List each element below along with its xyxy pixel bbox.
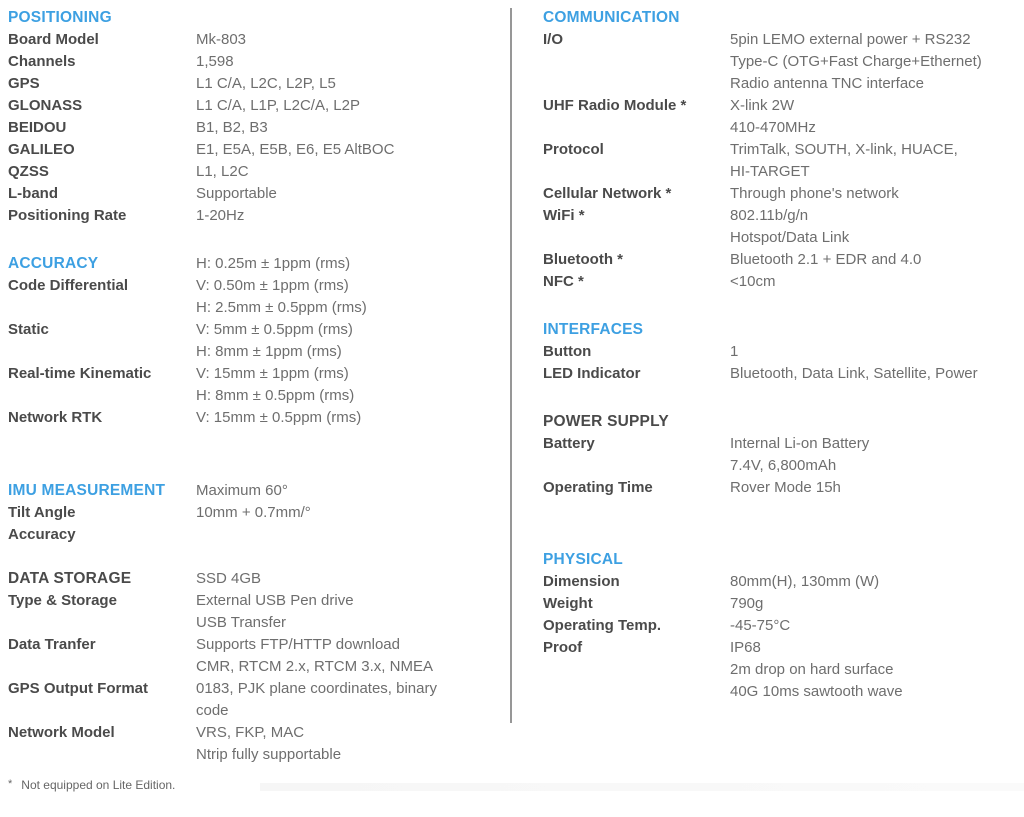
section-heading: INTERFACES [543, 321, 644, 338]
spec-value [730, 7, 1020, 29]
spec-label: Button [543, 343, 592, 360]
spec-value: HI-TARGET [730, 163, 810, 180]
spec-value: Maximum 60° [196, 482, 288, 499]
spec-label: Operating Time [543, 479, 653, 496]
spec-value: H: 8mm ± 0.5ppm (rms) [196, 387, 355, 404]
spec-value: 1-20Hz [196, 207, 245, 224]
spec-row [8, 385, 494, 407]
spec-label: Bluetooth * [543, 251, 623, 268]
spec-row [8, 161, 494, 183]
spec-label: WiFi * [543, 207, 585, 224]
section-heading: IMU MEASUREMENT [8, 482, 166, 499]
spec-label: Tilt Angle [8, 504, 76, 521]
spec-label: UHF Radio Module * [543, 97, 687, 114]
spec-value: V: 5mm ± 0.5ppm (rms) [196, 321, 353, 338]
spec-value: Rover Mode 15h [730, 479, 841, 496]
spec-row [8, 656, 494, 678]
spec-column-left [8, 7, 494, 766]
spec-label: I/O [543, 31, 564, 48]
spec-row [8, 139, 494, 161]
spec-value: B1, B2, B3 [196, 119, 268, 136]
spec-row [543, 271, 1020, 293]
spec-row [8, 524, 494, 546]
spec-row [8, 480, 494, 502]
spec-value: VRS, FKP, MAC [196, 724, 305, 741]
spec-row [543, 319, 1020, 341]
spec-label [8, 744, 196, 766]
spec-row [543, 477, 1020, 499]
spec-value: Hotspot/Data Link [730, 229, 850, 246]
spec-label [8, 700, 196, 722]
spec-label: Cellular Network * [543, 185, 672, 202]
spec-value [730, 549, 1020, 571]
spec-row [8, 319, 494, 341]
spec-row [543, 659, 1020, 681]
section-heading: ACCURACY [8, 255, 99, 272]
spec-row [543, 681, 1020, 703]
spec-column-right [543, 7, 1020, 703]
spec-label: Positioning Rate [8, 207, 127, 224]
spec-value [730, 319, 1020, 341]
spec-label: Accuracy [8, 526, 76, 543]
spec-label: Board Model [8, 31, 99, 48]
spec-row [543, 341, 1020, 363]
spec-label: GPS [8, 75, 40, 92]
spec-value: Bluetooth, Data Link, Satellite, Power [730, 365, 978, 382]
spec-label [8, 612, 196, 634]
spec-label: Protocol [543, 141, 604, 158]
spec-label: QZSS [8, 163, 49, 180]
footnote-text: Not equipped on Lite Edition. [21, 778, 176, 792]
spec-value: Mk-803 [196, 31, 247, 48]
spec-value: -45-75°C [730, 617, 791, 634]
spec-value: Supports FTP/HTTP download [196, 636, 400, 653]
section-heading: DATA STORAGE [8, 570, 132, 587]
spec-row [8, 341, 494, 363]
spec-row [8, 29, 494, 51]
spec-row [8, 297, 494, 319]
spec-value: 0183, PJK plane coordinates, binary [196, 680, 437, 697]
spec-value: 410-470MHz [730, 119, 816, 136]
spec-value [196, 7, 494, 29]
spec-label: Data Tranfer [8, 636, 96, 653]
spec-label [543, 117, 730, 139]
spec-row [8, 678, 494, 700]
section-heading: POWER SUPPLY [543, 413, 669, 430]
spec-label: L-band [8, 185, 58, 202]
spec-row [543, 29, 1020, 51]
footnote-asterisk: * [8, 778, 13, 790]
spec-label: GALILEO [8, 141, 75, 158]
spec-label: Real-time Kinematic [8, 365, 152, 382]
spec-row [543, 549, 1020, 571]
footnote [8, 776, 175, 793]
spec-row [543, 7, 1020, 29]
spec-value: L1 C/A, L2C, L2P, L5 [196, 75, 336, 92]
spec-value: 790g [730, 595, 764, 612]
spec-label: Weight [543, 595, 593, 612]
spec-value [196, 524, 494, 546]
spec-row [8, 722, 494, 744]
spec-row [8, 700, 494, 722]
spec-row [8, 590, 494, 612]
spec-label [543, 455, 730, 477]
spec-value: CMR, RTCM 2.x, RTCM 3.x, NMEA [196, 658, 433, 675]
spec-row [543, 363, 1020, 385]
spec-value: Bluetooth 2.1 + EDR and 4.0 [730, 251, 922, 268]
spec-row [8, 205, 494, 227]
spec-label [543, 51, 730, 73]
spec-value: TrimTalk, SOUTH, X-link, HUACE, [730, 141, 958, 158]
spec-row [8, 407, 494, 429]
spec-value: X-link 2W [730, 97, 795, 114]
spec-value: USB Transfer [196, 614, 287, 631]
spec-label: NFC * [543, 273, 584, 290]
spec-row [543, 227, 1020, 249]
spec-row [8, 253, 494, 275]
spec-label [8, 341, 196, 363]
spec-row [543, 95, 1020, 117]
spec-row [8, 95, 494, 117]
spec-value: H: 2.5mm ± 0.5ppm (rms) [196, 299, 367, 316]
spec-value [730, 411, 1020, 433]
spec-value: Type-C (OTG+Fast Charge+Ethernet) [730, 53, 982, 70]
spec-value: Internal Li-on Battery [730, 435, 870, 452]
spec-label [8, 656, 196, 678]
section-heading: COMMUNICATION [543, 9, 680, 26]
spec-label: Battery [543, 435, 595, 452]
spec-label [543, 659, 730, 681]
spec-row [8, 568, 494, 590]
section-interfaces [543, 319, 1020, 385]
spec-value: L1 C/A, L1P, L2C/A, L2P [196, 97, 360, 114]
spec-label: GPS Output Format [8, 680, 148, 697]
spec-label: Network RTK [8, 409, 103, 426]
spec-label: Code Differential [8, 277, 129, 294]
section-positioning [8, 7, 494, 227]
spec-row [543, 571, 1020, 593]
spec-value: 10mm + 0.7mm/° [196, 504, 311, 521]
spec-value: V: 15mm ± 1ppm (rms) [196, 365, 349, 382]
spec-row [543, 455, 1020, 477]
column-divider-line [510, 8, 512, 723]
spec-value: IP68 [730, 639, 761, 656]
spec-value: code [196, 702, 229, 719]
spec-value: 40G 10ms sawtooth wave [730, 683, 903, 700]
section-imu-measurement [8, 480, 494, 546]
spec-label: Dimension [543, 573, 620, 590]
spec-label: Type & Storage [8, 592, 117, 609]
section-heading: PHYSICAL [543, 551, 623, 568]
spec-value: 5pin LEMO external power + RS232 [730, 31, 971, 48]
spec-row [8, 634, 494, 656]
spec-value: 1 [730, 343, 739, 360]
spec-label [543, 681, 730, 703]
spec-label: Channels [8, 53, 76, 70]
spec-row [8, 51, 494, 73]
spec-row [543, 161, 1020, 183]
spec-row [543, 183, 1020, 205]
spec-row [543, 433, 1020, 455]
section-accuracy [8, 253, 494, 429]
spec-value: H: 0.25m ± 1ppm (rms) [196, 255, 351, 272]
spec-row [543, 73, 1020, 95]
spec-row [543, 615, 1020, 637]
bottom-rule [260, 783, 1024, 791]
spec-label: Proof [543, 639, 583, 656]
spec-value: Ntrip fully supportable [196, 746, 342, 763]
spec-label: Network Model [8, 724, 115, 741]
spec-row [8, 117, 494, 139]
spec-row [543, 117, 1020, 139]
spec-value: V: 0.50m ± 1ppm (rms) [196, 277, 349, 294]
section-physical [543, 549, 1020, 703]
spec-value: Radio antenna TNC interface [730, 75, 925, 92]
spec-value: L1, L2C [196, 163, 249, 180]
spec-label: Static [8, 321, 49, 338]
spec-row [8, 73, 494, 95]
spec-label: BEIDOU [8, 119, 67, 136]
section-power-supply [543, 411, 1020, 499]
spec-row [543, 139, 1020, 161]
spec-row [543, 249, 1020, 271]
spec-value: 2m drop on hard surface [730, 661, 894, 678]
spec-row [543, 411, 1020, 433]
section-communication [543, 7, 1020, 293]
spec-row [543, 637, 1020, 659]
spec-row [8, 744, 494, 766]
spec-label [8, 385, 196, 407]
spec-value: Through phone's network [730, 185, 899, 202]
spec-row [8, 275, 494, 297]
spec-value: Supportable [196, 185, 277, 202]
spec-value: External USB Pen drive [196, 592, 354, 609]
spec-value: SSD 4GB [196, 570, 262, 587]
spec-value: V: 15mm ± 0.5ppm (rms) [196, 409, 362, 426]
spec-row [8, 502, 494, 524]
spec-row [8, 363, 494, 385]
spec-row [543, 593, 1020, 615]
spec-value: 802.11b/g/n [730, 207, 809, 224]
spec-value: H: 8mm ± 1ppm (rms) [196, 343, 342, 360]
spec-label [543, 161, 730, 183]
spec-label: LED Indicator [543, 365, 641, 382]
section-data-storage [8, 568, 494, 766]
spec-value: E1, E5A, E5B, E6, E5 AltBOC [196, 141, 395, 158]
spec-label [543, 73, 730, 95]
spec-row [8, 7, 494, 29]
spec-row [543, 205, 1020, 227]
spec-value: 1,598 [196, 53, 234, 70]
spec-label: Operating Temp. [543, 617, 662, 634]
spec-label [543, 227, 730, 249]
spec-value: <10cm [730, 273, 776, 290]
spec-label: GLONASS [8, 97, 83, 114]
spec-label [8, 297, 196, 319]
spec-value: 80mm(H), 130mm (W) [730, 573, 880, 590]
spec-row [543, 51, 1020, 73]
spec-row [8, 183, 494, 205]
section-heading: POSITIONING [8, 9, 112, 26]
spec-row [8, 612, 494, 634]
spec-value: 7.4V, 6,800mAh [730, 457, 837, 474]
